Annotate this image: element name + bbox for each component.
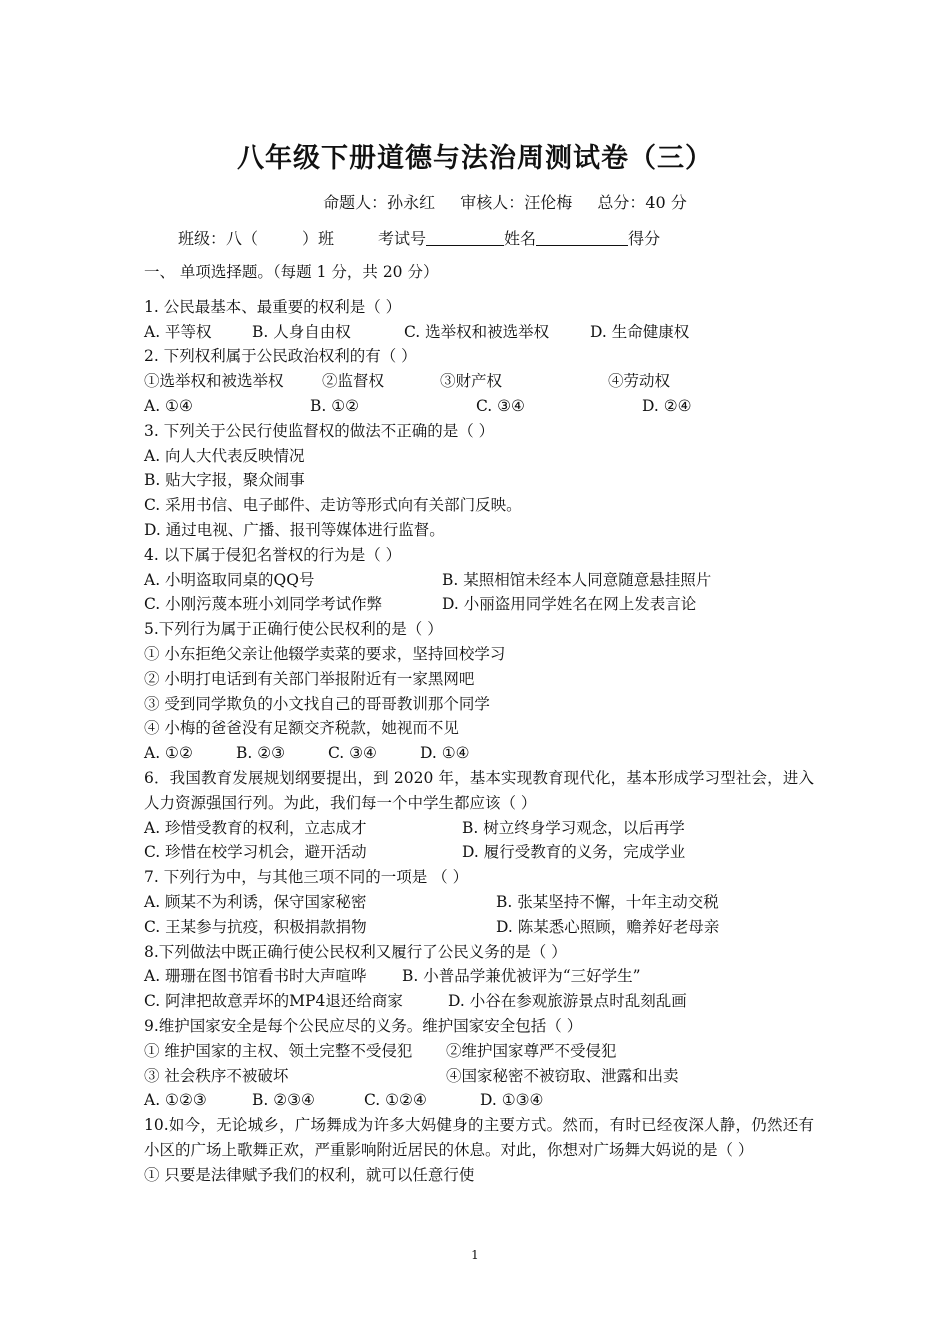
item-3: ③ 社会秩序不被破坏 [144, 1066, 289, 1085]
option-row [144, 568, 814, 593]
option-b: B. ②③ [236, 744, 286, 763]
item-4: ④劳动权 [608, 372, 671, 391]
option-row [144, 741, 814, 766]
option-a: A. 珊珊在图书馆看书时大声喧哗 [144, 967, 367, 986]
question-stem: 5.下列行为属于正确行使公民权利的是（ ） [144, 620, 443, 639]
item-2: ② 小明打电话到有关部门举报附近有一家黑网吧 [144, 669, 475, 688]
option-row [144, 394, 814, 419]
option-d: D. 小谷在参观旅游景点时乱刻乱画 [448, 992, 687, 1011]
option-a: A. ①②③ [144, 1091, 207, 1110]
item-3: ③财产权 [440, 372, 503, 391]
option-row [144, 915, 814, 940]
option-row [144, 816, 814, 841]
option-d: D. 陈某悉心照顾，赡养好老母亲 [496, 917, 720, 936]
item-1: ① 只要是法律赋予我们的权利，就可以任意行使 [144, 1165, 475, 1184]
option-c: C. 阿津把故意弄坏的MP4退还给商家 [144, 992, 403, 1011]
total-score-label: 总分：40 分 [597, 193, 687, 212]
name-blank[interactable] [536, 230, 628, 246]
option-a: A. 平等权 [144, 322, 212, 341]
option-row [144, 592, 814, 617]
option-b: B. 树立终身学习观念，以后再学 [462, 818, 685, 837]
option-row [144, 1088, 814, 1113]
option-b: B. ②③④ [252, 1091, 315, 1110]
item-4: ④ 小梅的爸爸没有足额交齐税款，她视而不见 [144, 719, 459, 738]
option-c: C. 选举权和被选举权 [404, 322, 550, 341]
option-d: D. 通过电视、广播、报刊等媒体进行监督。 [144, 520, 445, 539]
exam-meta [0, 190, 950, 213]
exam-number-blank[interactable] [426, 230, 504, 246]
option-c: C. 小刚污蔑本班小刘同学考试作弊 [144, 595, 383, 614]
option-a: A. 珍惜受教育的权利，立志成才 [144, 818, 367, 837]
name-label: 姓名 [504, 229, 537, 248]
question-list [144, 260, 814, 1187]
question-stem: 10.如今，无论城乡，广场舞成为许多大妈健身的主要方式。然而，有时已经夜深人静，仍然还有小区的广场上歌舞正欢，严重影响附近居民的休息。对此，你想对广场舞大妈说的是（ ） [144, 1116, 814, 1159]
question-stem: 3. 下列关于公民行使监督权的做法不正确的是（ ） [144, 421, 495, 440]
question-stem: 1. 公民最基本、最重要的权利是（ ） [144, 297, 402, 316]
class-close-label: ）班 [302, 229, 335, 248]
option-a: A. ①④ [144, 396, 193, 415]
item-2: ②维护国家尊严不受侵犯 [446, 1041, 617, 1060]
option-b: B. 人身自由权 [252, 322, 351, 341]
item-row [144, 1039, 814, 1064]
page-number: 1 [471, 1248, 479, 1262]
item-1: ① 小东拒绝父亲让他辍学卖菜的要求，坚持回校学习 [144, 644, 506, 663]
option-row [144, 989, 814, 1014]
option-a: A. 向人大代表反映情况 [144, 446, 305, 465]
class-label: 班级：八（ [178, 229, 259, 248]
option-row [144, 840, 814, 865]
page-title: 八年级下册道德与法治周测试卷（三） [237, 143, 713, 174]
option-row [144, 320, 814, 345]
item-1: ①选举权和被选举权 [144, 372, 284, 391]
option-c: C. ①②④ [364, 1091, 427, 1110]
option-b: B. 某照相馆未经本人同意随意悬挂照片 [442, 570, 712, 589]
option-b: B. 张某坚持不懈，十年主动交税 [496, 892, 719, 911]
option-d: D. ②④ [642, 396, 692, 415]
option-c: C. ③④ [476, 396, 525, 415]
option-c: C. 王某参与抗疫，积极捐款捐物 [144, 917, 367, 936]
question-stem: 6．我国教育发展规划纲要提出，到 2020 年，基本实现教育现代化，基本形成学习型社会，进入人力资源强国行列。为此，我们每一个中学生都应该（ ） [144, 768, 814, 812]
item-1: ① 维护国家的主权、领土完整不受侵犯 [144, 1041, 413, 1060]
item-row [144, 1064, 814, 1089]
option-a: A. ①② [144, 744, 193, 763]
question-stem: 9.维护国家安全是每个公民应尽的义务。维护国家安全包括（ ） [144, 1016, 583, 1035]
option-row [144, 964, 814, 989]
author-label: 命题人：孙永红 [323, 193, 436, 212]
option-d: D. ①③④ [480, 1091, 544, 1110]
question-stem: 2. 下列权利属于公民政治权利的有（ ） [144, 347, 417, 366]
option-a: A. 顾某不为利诱，保守国家秘密 [144, 892, 367, 911]
option-row [144, 890, 814, 915]
option-b: B. 贴大字报，聚众闹事 [144, 471, 305, 490]
option-b: B. 小普品学兼优被评为“三好学生” [402, 967, 641, 986]
item-row [144, 369, 814, 394]
reviewer-label: 审核人：汪伦梅 [460, 193, 573, 212]
option-d: D. 小丽盗用同学姓名在网上发表言论 [442, 595, 697, 614]
item-2: ②监督权 [322, 372, 385, 391]
option-b: B. ①② [310, 396, 360, 415]
section-heading: 一、 单项选择题。（每题 1 分，共 20 分） [144, 263, 439, 281]
option-d: D. 生命健康权 [590, 322, 690, 341]
student-info-line [178, 226, 660, 249]
option-d: D. ①④ [420, 744, 470, 763]
question-stem: 8.下列做法中既正确行使公民权利又履行了公民义务的是（ ） [144, 942, 567, 961]
score-label: 得分 [628, 229, 661, 248]
option-d: D. 履行受教育的义务，完成学业 [462, 843, 686, 862]
option-c: C. 采用书信、电子邮件、走访等形式向有关部门反映。 [144, 496, 522, 515]
question-stem: 4. 以下属于侵犯名誉权的行为是（ ） [144, 545, 402, 564]
option-a: A. 小明盗取同桌的QQ号 [144, 570, 315, 589]
option-c: C. ③④ [328, 744, 377, 763]
question-stem: 7. 下列行为中，与其他三项不同的一项是 （ ） [144, 868, 469, 887]
item-3: ③ 受到同学欺负的小文找自己的哥哥教训那个同学 [144, 694, 490, 713]
exam-number-label: 考试号 [378, 229, 427, 248]
option-c: C. 珍惜在校学习机会，避开活动 [144, 843, 367, 862]
item-4: ④国家秘密不被窃取、泄露和出卖 [446, 1066, 679, 1085]
